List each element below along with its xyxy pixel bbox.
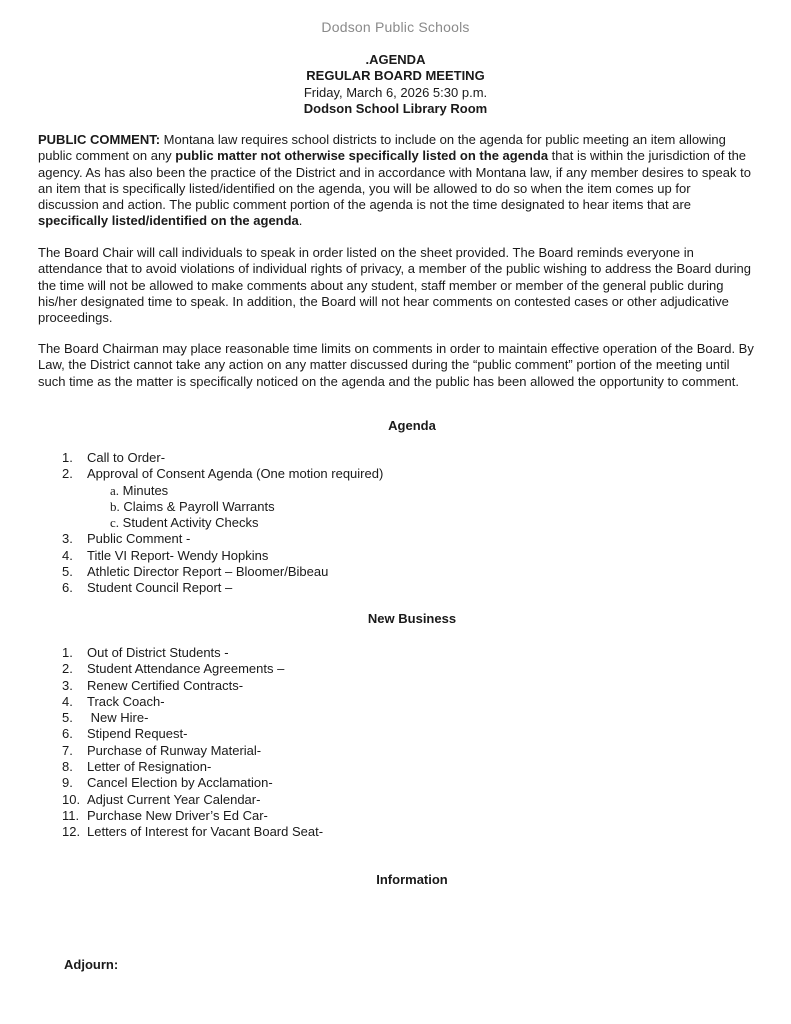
agenda-item xyxy=(62,466,383,482)
new-business-item xyxy=(62,710,323,726)
item-label: Student Activity Checks xyxy=(122,515,259,531)
new-business-item xyxy=(62,808,323,824)
item-label: Adjust Current Year Calendar- xyxy=(87,791,261,807)
item-number: 2. xyxy=(62,466,73,482)
item-number: 12. xyxy=(62,824,81,840)
new-business-item xyxy=(62,694,323,710)
item-label: Purchase New Driver’s Ed Car- xyxy=(87,807,268,823)
agenda-item xyxy=(62,564,383,580)
agenda-subitem xyxy=(62,499,383,515)
item-number: 4. xyxy=(62,693,73,709)
new-business-item xyxy=(62,759,323,775)
item-number: 6. xyxy=(62,726,73,742)
school-name: Dodson Public Schools xyxy=(321,19,470,35)
item-label: Student Attendance Agreements – xyxy=(87,661,285,677)
agenda-item xyxy=(62,531,383,547)
agenda-item xyxy=(62,548,383,564)
item-label: Minutes xyxy=(122,482,169,498)
item-letter: c. xyxy=(110,515,120,531)
meeting-date: Friday, March 6, 2026 5:30 p.m. xyxy=(303,85,488,100)
public-comment-text: . xyxy=(298,213,303,229)
item-number: 6. xyxy=(62,580,73,596)
item-label: Public Comment - xyxy=(87,531,191,547)
item-number: 7. xyxy=(62,742,73,758)
item-label: Title VI Report- Wendy Hopkins xyxy=(87,547,269,563)
new-business-item xyxy=(62,645,323,661)
item-label: Student Council Report – xyxy=(87,580,233,596)
item-label: Purchase of Runway Material- xyxy=(87,742,262,758)
public-comment-paragraph xyxy=(38,132,754,230)
agenda-heading: Agenda xyxy=(388,418,436,433)
public-comment-text: Montana law requires school districts to include on the agenda for public meeting an item allowing public comment on any xyxy=(38,132,726,164)
item-number: 8. xyxy=(62,759,73,775)
meeting-title: REGULAR BOARD MEETING xyxy=(306,68,485,83)
item-number: 11. xyxy=(62,807,80,823)
new-business-item xyxy=(62,661,323,677)
information-heading: Information xyxy=(376,872,448,887)
new-business-item xyxy=(62,824,323,840)
adjourn-label: Adjourn: xyxy=(64,957,119,972)
item-number: 1. xyxy=(62,450,73,465)
item-number: 3. xyxy=(62,531,73,547)
item-label: Track Coach- xyxy=(87,693,165,709)
item-label: Athletic Director Report – Bloomer/Bibeau xyxy=(87,564,329,580)
new-business-item xyxy=(62,792,323,808)
public-comment-emphasis: public matter not otherwise specifically listed on the agenda xyxy=(175,148,549,164)
new-business-item xyxy=(62,678,323,694)
agenda-subitem xyxy=(62,483,383,499)
item-letter: b. xyxy=(110,498,120,514)
item-label: Call to Order- xyxy=(87,450,166,465)
time-limits-paragraph: The Board Chairman may place reasonable time limits on comments in order to maintain effective operation of the Board. By Law, the District cannot take any action on any matter discussed during the “public comment” portion of the meeting until such time as the matter is specifically noticed on the agenda and the public has been allowed the opportunity to comment. xyxy=(38,341,754,389)
new-business-list xyxy=(62,645,323,841)
public-comment-label: PUBLIC COMMENT: xyxy=(38,132,161,147)
item-number: 9. xyxy=(62,775,73,791)
item-label: New Hire- xyxy=(87,710,149,726)
item-label: Approval of Consent Agenda (One motion required) xyxy=(87,466,384,482)
item-number: 4. xyxy=(62,547,73,563)
item-number: 3. xyxy=(62,677,73,693)
item-number: 5. xyxy=(62,710,73,726)
agenda-item xyxy=(62,450,383,466)
item-label: Cancel Election by Acclamation- xyxy=(87,775,273,791)
item-number: 1. xyxy=(62,645,73,660)
item-number: 10. xyxy=(62,791,81,807)
item-number: 2. xyxy=(62,661,73,677)
new-business-item xyxy=(62,775,323,791)
public-comment-emphasis: specifically listed/identified on the agenda xyxy=(38,213,299,229)
meeting-location: Dodson School Library Room xyxy=(303,101,488,116)
agenda-item xyxy=(62,580,383,596)
new-business-heading: New Business xyxy=(367,611,457,626)
agenda-list xyxy=(62,450,383,597)
board-chair-paragraph: The Board Chair will call individuals to speak in order listed on the sheet provided. The Board reminds everyone in attendance that to avoid violations of individual rights of privacy, a member of the public wishing to address the Board during the time will not be allowed to make comments about any student, staff member or member of the general public during his/her designated time to speak. In addition, the Board will not hear comments on contested cases or other adjudicative proceedings. xyxy=(38,245,752,326)
agenda-title: .AGENDA xyxy=(365,52,426,67)
item-label: Renew Certified Contracts- xyxy=(87,677,244,693)
item-label: Claims & Payroll Warrants xyxy=(123,498,275,514)
item-letter: a. xyxy=(110,482,120,498)
agenda-subitem xyxy=(62,515,383,531)
item-number: 5. xyxy=(62,564,73,580)
item-label: Stipend Request- xyxy=(87,726,188,742)
item-label: Letter of Resignation- xyxy=(87,759,212,775)
new-business-item xyxy=(62,743,323,759)
item-label: Letters of Interest for Vacant Board Seat- xyxy=(87,824,324,840)
new-business-item xyxy=(62,726,323,742)
item-label: Out of District Students - xyxy=(87,645,229,660)
public-comment-text: that is within the jurisdiction of the agency. As has also been the practice of the District and in accordance with Montana law, if any member desires to speak to an item that is specifically listed/identified on the agenda, you will be allowed to do so when the item comes up for discussion and action. The public comment portion of the agenda is not the time designated to hear items that are xyxy=(38,148,751,213)
